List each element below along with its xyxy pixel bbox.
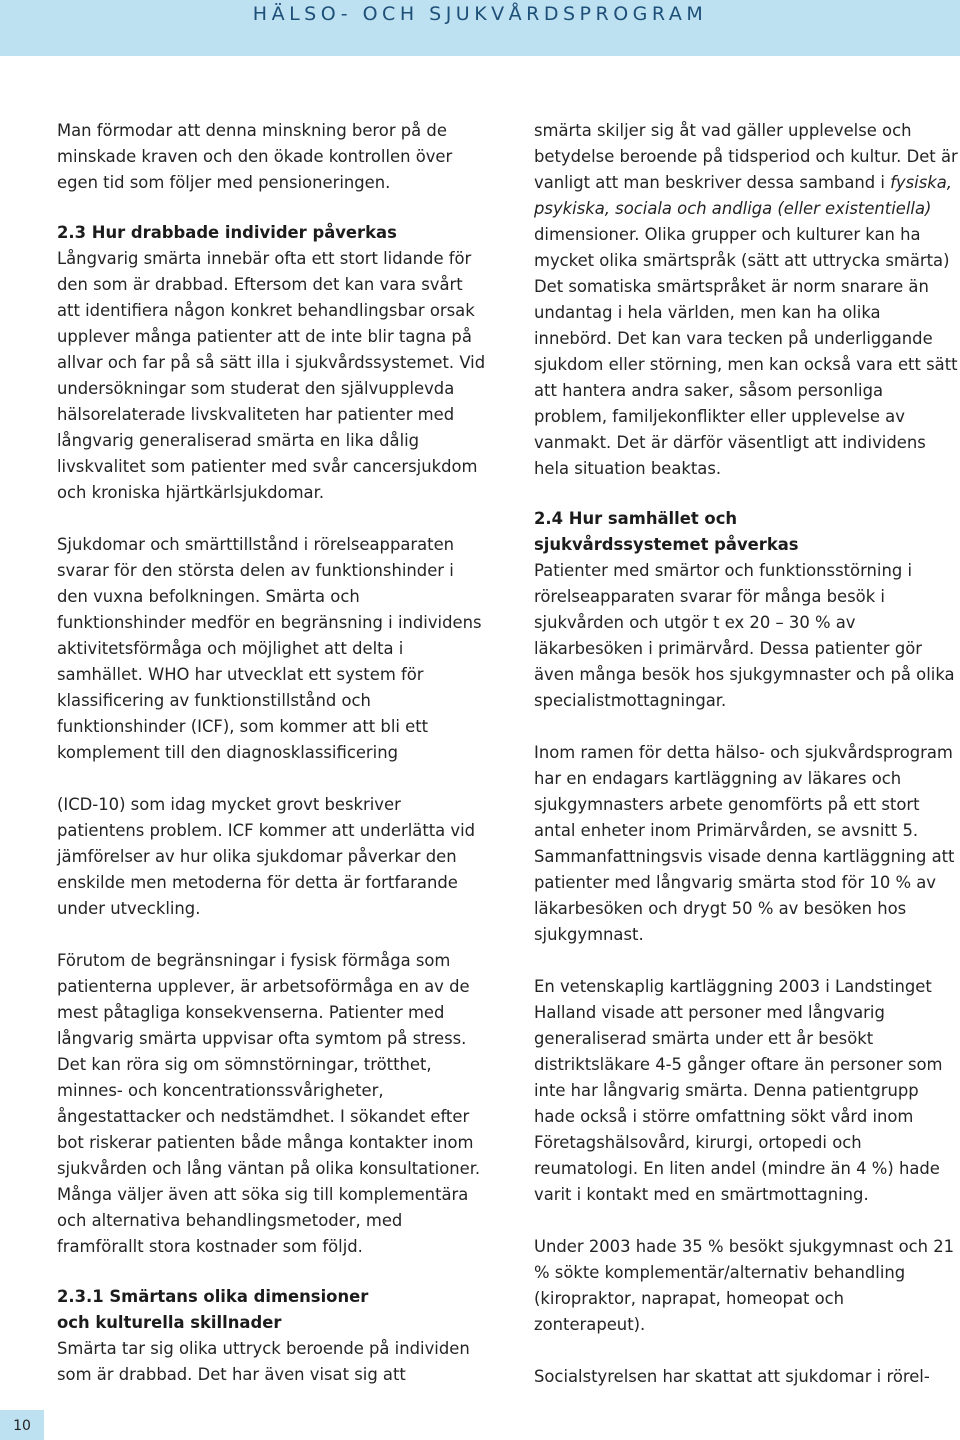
paragraph — [534, 118, 959, 482]
right-column — [534, 118, 959, 1390]
paragraph: Långvarig smärta innebär ofta ett stort lidande för den som är drabbad. Eftersom det kan vara svårt att identifiera någon konkret behandlingsbar orsak upplever många patienter att de inte blir tagna på allvar och far på så sätt illa i sjukvårdssystemet. Vid undersökningar som studerat den självupplevda hälsorelaterade livskvaliteten har patienter med långvarig generaliserad smärta en lika dålig livskvalitet som patienter med svår cancersjukdom och kroniska hjärtkärlsjukdomar. — [57, 249, 486, 502]
paragraph: Smärta tar sig olika uttryck beroende på individen som är drabbad. Det har även visat sig att — [57, 1339, 470, 1384]
running-header-title: HÄLSO- OCH SJUKVÅRDSPROGRAM — [252, 3, 708, 25]
section-heading-2-3: 2.3 Hur drabbade individer påverkas — [57, 223, 397, 242]
paragraph-text: smärta skiljer sig åt vad gäller upplevelse och betydelse beroende på tidsperiod och kultur. Det är vanligt att man beskriver dessa samband i — [534, 121, 958, 192]
section-heading-2-4: 2.4 Hur samhället och sjukvårdssystemet påverkas — [534, 509, 799, 554]
paragraph-text: dimensioner. Olika grupper och kulturer kan ha mycket olika smärtspråk (sätt att uttrycka smärta) Det somatiska smärtspråket är norm snarare än undantag i hela världen, men kan ha olika innebörd. Det kan vara tecken på underliggande sjukdom eller störning, men kan också vara ett sätt att hantera andra saker, såsom personliga problem, familjekonflikter eller upplevelse av vanmakt. Det är därför väsentligt att individens hela situation beaktas. — [534, 225, 958, 478]
page-number: 10 — [13, 1418, 31, 1434]
section-heading-2-3-1: 2.3.1 Smärtans olika dimensioner och kulturella skillnader — [57, 1287, 369, 1332]
italic-dimensions: fysiska, psykiska, sociala och andliga (eller existentiella) — [534, 173, 952, 218]
paragraph: En vetenskaplig kartläggning 2003 i Landstinget Halland visade att personer med långvarig generaliserad smärta under ett år besökt distriktsläkare 4-5 gånger oftare än personer som inte har långvarig smärta. Denna patientgrupp hade också i större omfattning sökt vård inom Företagshälsovård, kirurgi, ortopedi och reumatologi. En liten andel (mindre än 4 %) hade varit i kontakt med en smärtmottagning. — [534, 977, 943, 1204]
paragraph: Sjukdomar och smärttillstånd i rörelseapparaten svarar för den största delen av funktionshinder i den vuxna befolkningen. Smärta och funktionshinder medför en begränsning i individens aktivitetsförmåga och möjlighet att delta i samhället. WHO har utvecklat ett system för klassificering av funktionstillstånd och funktionshinder (ICF), som kommer att bli ett komplement till den diagnosklassificering — [57, 535, 482, 762]
paragraph: Man förmodar att denna minskning beror på de minskade kraven och den ökade kontrollen över egen tid som följer med pensioneringen. — [57, 121, 453, 192]
paragraph: Under 2003 hade 35 % besökt sjukgymnast och 21 % sökte komplementär/alternativ behandling (kiropraktor, naprapat, homeopat och zonterapeut). — [534, 1237, 955, 1334]
paragraph: (ICD-10) som idag mycket grovt beskriver patientens problem. ICF kommer att underlätta vid jämförelser av hur olika sjukdomar påverkar den enskilde men metoderna för detta är fortfarande under utveckling. — [57, 795, 476, 918]
paragraph: Socialstyrelsen har skattat att sjukdomar i rörel- — [534, 1367, 930, 1386]
left-column — [57, 118, 487, 1388]
paragraph: Inom ramen för detta hälso- och sjukvårdsprogram har en endagars kartläggning av läkares och sjukgymnasters arbete genomförts på ett stort antal enheter inom Primärvården, se avsnitt 5. Sammanfattningsvis visade denna kartläggning att patienter med långvarig smärta stod för 10 % av läkarbesöken och drygt 50 % av besöken hos sjukgymnast. — [534, 743, 955, 944]
paragraph: Förutom de begränsningar i fysisk förmåga som patienterna upplever, är arbetsoförmåga en av de mest påtagliga konsekvenserna. Patienter med långvarig smärta uppvisar ofta symtom på stress. Det kan röra sig om sömnstörningar, trötthet, minnes- och koncentrationssvårigheter, ångestattacker och nedstämdhet. I sökandet efter bot riskerar patienten både många kontakter inom sjukvården och lång väntan på olika konsultationer. Många väljer även att söka sig till komplementära och alternativa behandlingsmetoder, med framförallt stora kostnader som följd. — [57, 951, 481, 1256]
paragraph: Patienter med smärtor och funktionsstörning i rörelseapparaten svarar för många besök i sjukvården och utgör t ex 20 – 30 % av läkarbesöken i primärvård. Dessa patienter gör även många besök hos sjukgymnaster och på olika specialistmottagningar. — [534, 561, 955, 710]
